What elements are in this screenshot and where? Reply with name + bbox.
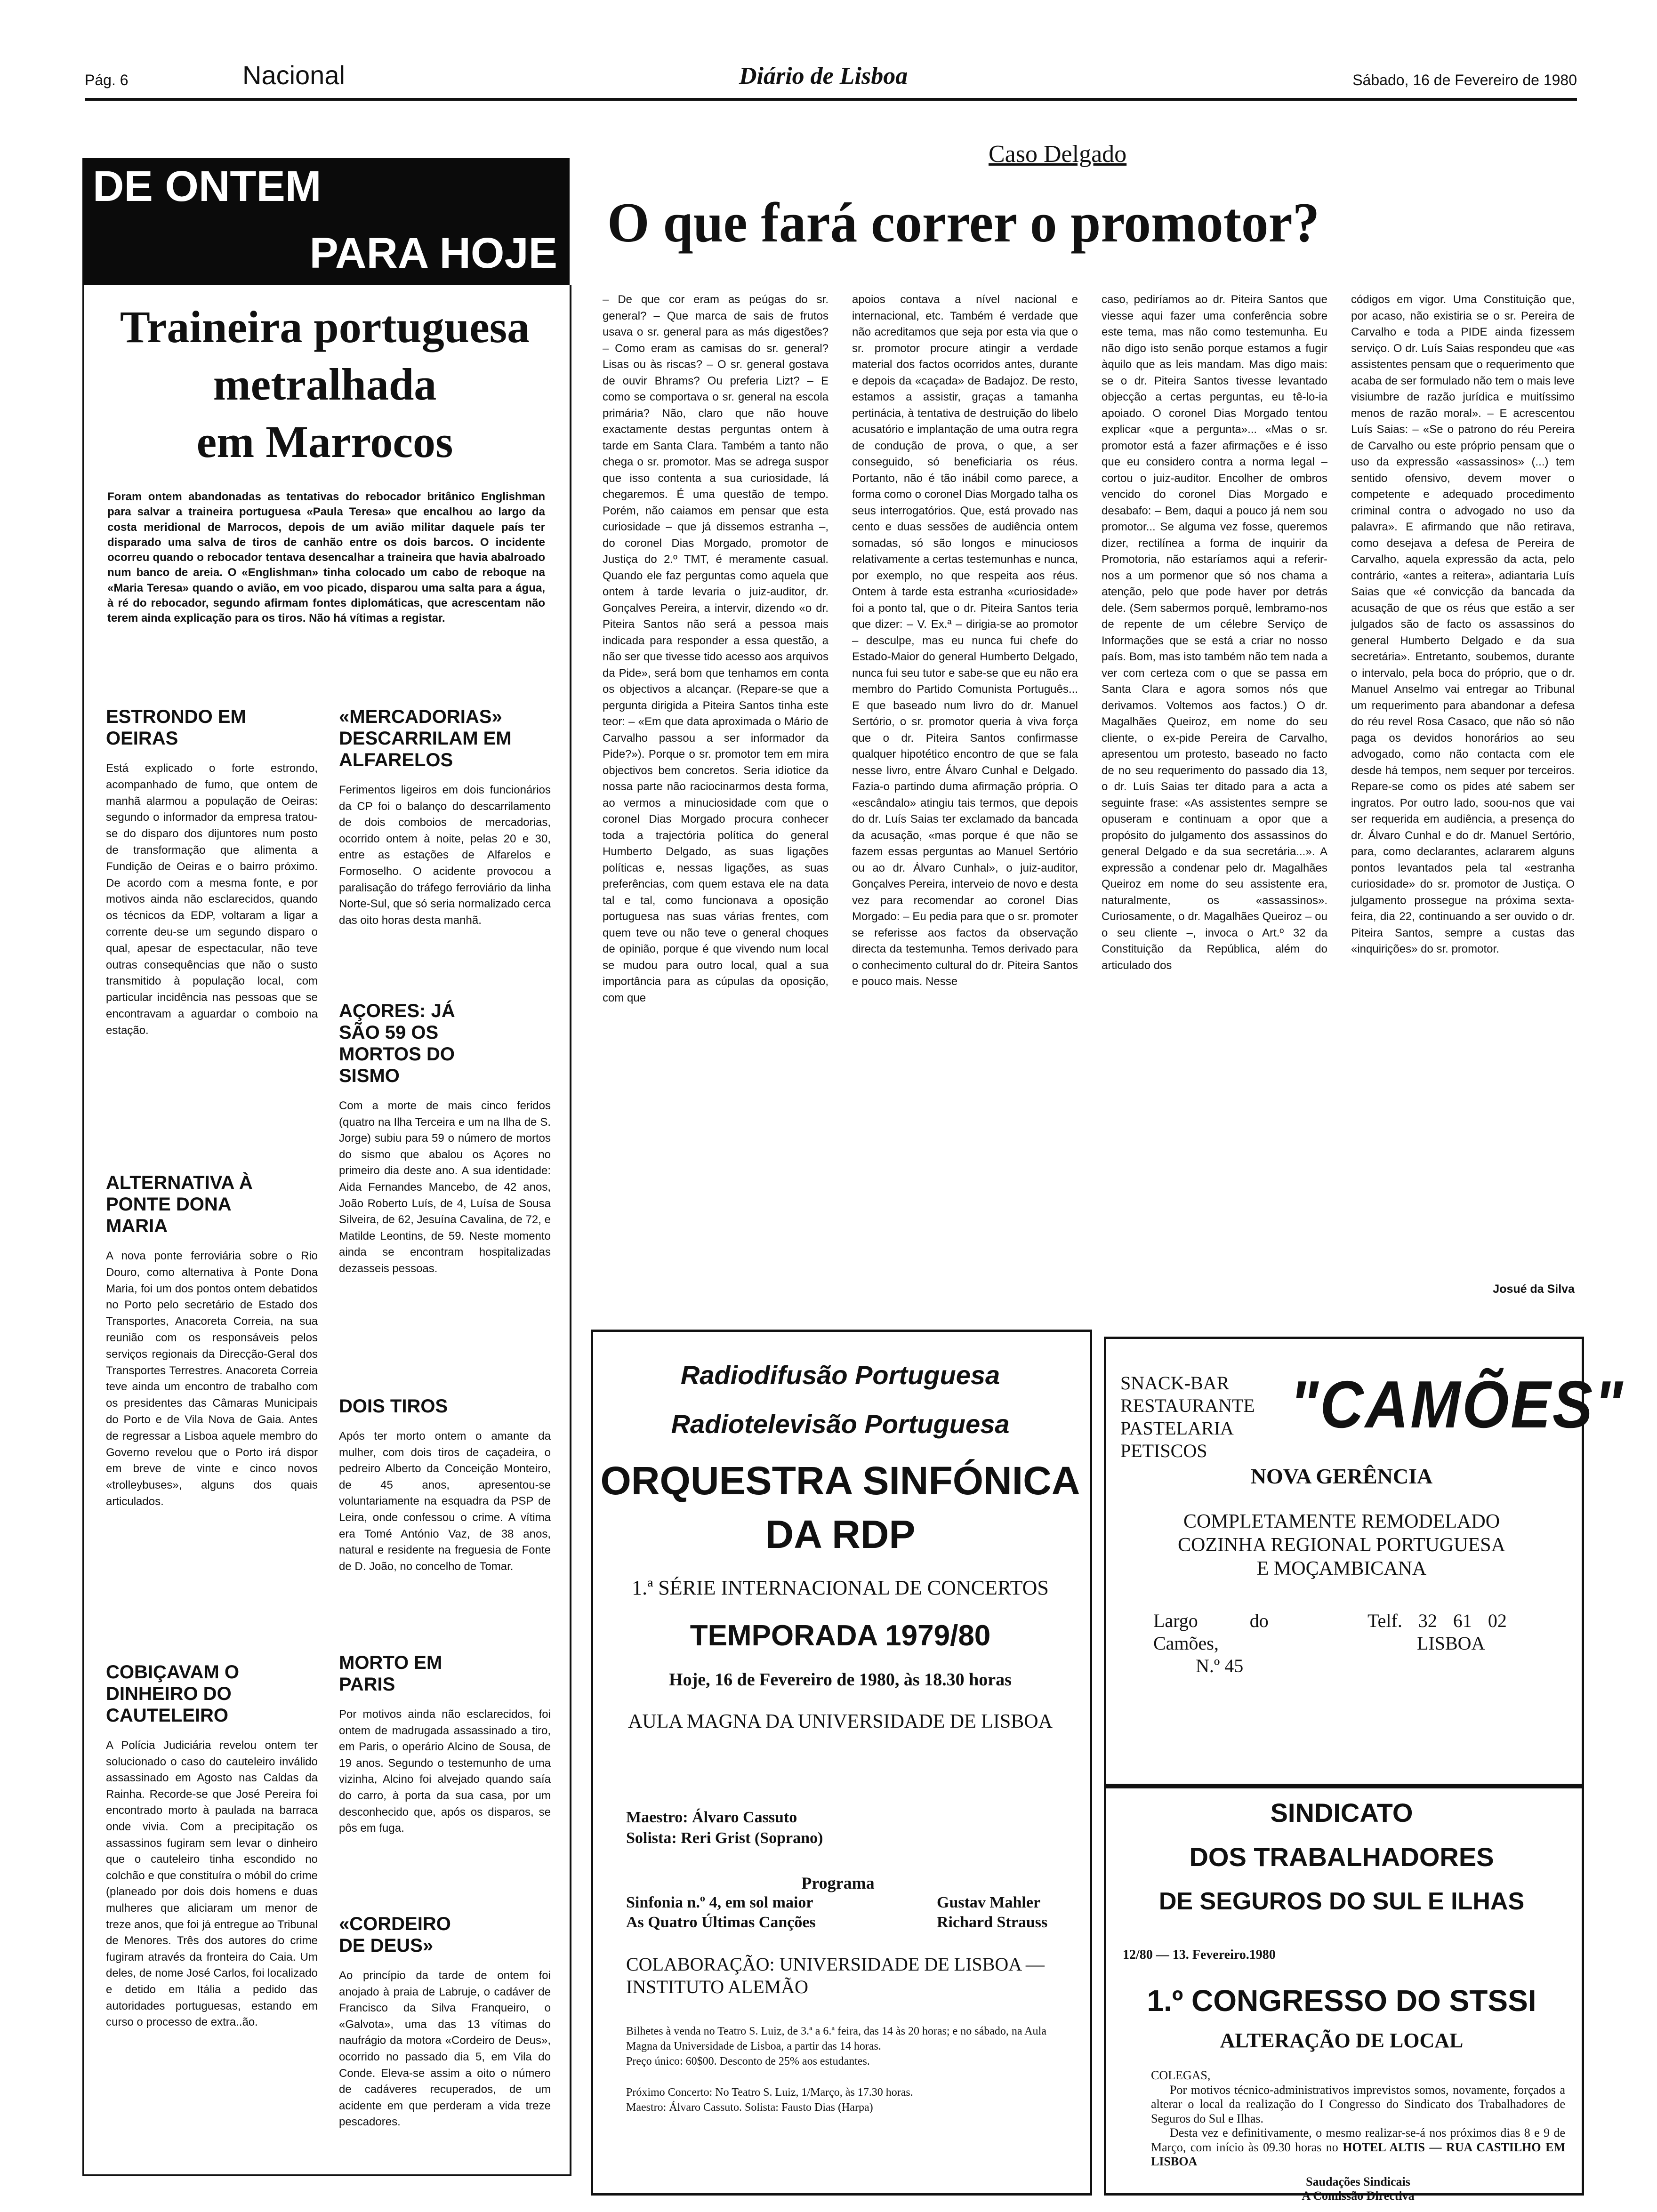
brief-mercadorias: [339, 706, 551, 929]
brief-cordeiro: [339, 1913, 551, 2131]
camoes-type: SNACK-BAR: [1120, 1372, 1230, 1394]
brief-text: Com a morte de mais cinco feridos (quatro na Ilha Terceira e um na Ilha de S. Jorge) subiu para 59 o número de mortos do sismo que abalou os Açores no primeiro dia deste ano. A sua identidade: Aida Fernandes Mancebo, de 42 anos, João Roberto Luís, de 4, Luísa de Sousa Silveira, de 62, Jesuína Cavalina, de 72, e Matilde Leontins, de 59. Neste momento ainda se encontram hospitalizadas dezasseis pessoas.: [339, 1099, 551, 1275]
byline: Josué da Silva: [1493, 1282, 1575, 1296]
camoes-desc-line: E MOÇAMBICANA: [1256, 1558, 1427, 1579]
rdp-work-1: Sinfonia n.º 4, em sol maior: [626, 1894, 813, 1911]
lead-title-2: metralhada: [213, 359, 437, 409]
rdp-org-2: Radiotelevisão Portuguesa: [671, 1409, 1010, 1439]
rdp-next-maestro: Maestro: Álvaro Cassuto. Solista: Fausto Dias (Harpa): [626, 2101, 873, 2114]
page-number: Pág. 6: [85, 72, 129, 88]
lead-title-3: em Marrocos: [196, 417, 453, 467]
brief-headline: «MERCADORIAS» DESCARRILAM EM ALFARELOS: [339, 706, 512, 770]
camoes-address-1: Largo do Camões,: [1153, 1610, 1269, 1654]
lead-title-1: Traineira portuguesa: [120, 302, 530, 352]
union-congress: 1.º CONGRESSO DO STSSI: [1147, 1984, 1536, 2018]
union-salutation: COLEGAS,: [1151, 2068, 1211, 2082]
camoes-type: RESTAURANTE: [1120, 1395, 1255, 1416]
brief-text: A Polícia Judiciária revelou ontem ter solucionado o caso do cauteleiro inválido assassinado em Agosto nas Caldas da Rainha. Recorde-se que José Pereira foi encontrado morto à paulada na barraca onde vivia. Com a precipitação os assassinos fugiram sem levar o dinheiro que o cauteleiro tinha escondido no colchão e que constituíra o móbil do crime (planeado por dois dois homens e duas mulheres que aliciaram um menor de treze anos, que foi já entregue ao Tribunal de Menores. Três dos autores do crime fugiram através da fronteira do Caia. Um deles, de nome José Carlos, foi localizado e detido em Itália a pedido das autoridades portuguesas, estando em curso o processo de extra..ão.: [106, 1739, 318, 2029]
brief-text: Ao princípio da tarde de ontem foi anojado à praia de Labruje, o cadáver de Francisco da Silva Franqueiro, o «Galvota», uma das 13 vítimas do naufrágio da motora «Cordeiro de Deus», ocorrido no passado dia 5, em Vila do Conde. Eleva-se assim a oito o número de cadáveres recuperados, de um acidente em que perderam a vida treze pescadores.: [339, 1969, 551, 2129]
section-name: Nacional: [242, 60, 345, 90]
brief-headline: COBIÇAVAM O DINHEIRO DO CAUTELEIRO: [106, 1662, 239, 1726]
brief-text: Por motivos ainda não esclarecidos, foi ontem de madrugada assassinado a tiro, em Paris, o operário Alcino de Sousa, de 19 anos. Segundo o testemunho de uma vizinha, Alcino foi alvejado quando saía do carro, à porta da sua casa, por um desconhecido que, após os disparos, se pôs em fuga.: [339, 1708, 551, 1835]
rdp-date: Hoje, 16 de Fevereiro de 1980, às 18.30 horas: [669, 1670, 1012, 1690]
lead-headline: [89, 301, 560, 468]
camoes-desc-line: COZINHA REGIONAL PORTUGUESA: [1178, 1534, 1505, 1556]
brief-text: Após ter morto ontem o amante da mulher, com dois tiros de caçadeira, o pedreiro Alberto da Conceição Monteiro, de 45 anos, apresentou-se voluntariamente na esquadra da PSP de Leira, onde confessou o crime. A vítima era Tomé António Vaz, de 38 anos, natural e residente na freguesia de Fonte de D. João, no concelho de Tomar.: [339, 1430, 551, 1573]
union-line-2: DOS TRABALHADORES: [1189, 1842, 1494, 1872]
rdp-venue: AULA MAGNA DA UNIVERSIDADE DE LISBOA: [628, 1711, 1053, 1732]
masthead: [85, 52, 1577, 101]
camoes-address-2: N.º 45: [1196, 1655, 1244, 1676]
rdp-composer-1: Gustav Mahler: [937, 1894, 1041, 1911]
camoes-name: "CAMÕES": [1290, 1367, 1625, 1442]
camoes-description: [1111, 1510, 1572, 1580]
rdp-program-label: Programa: [801, 1874, 875, 1892]
union-sign-1: Saudações Sindicais: [1306, 2174, 1410, 2188]
rdp-next-concert: Próximo Concerto: No Teatro S. Luiz, 1/Março, às 17.30 horas.: [626, 2086, 913, 2099]
union-line-1: SINDICATO: [1270, 1798, 1413, 1827]
union-change: ALTERAÇÃO DE LOCAL: [1220, 2029, 1464, 2052]
rdp-title-1: ORQUESTRA SINFÓNICA: [600, 1459, 1080, 1503]
camoes-tagline: NOVA GERÊNCIA: [1250, 1464, 1433, 1488]
feature-column-4: códigos em vigor. Uma Constituição que, por acaso, não existiria se o sr. Pereira de Carvalho e toda a PIDE ainda fizessem serviço. O dr. Luís Saias respondeu que «as assistentes pensam que o requerimento que acaba de ser formulado não tem o mais leve visiumbre de razão jurídica e muitíssimo menos de razão moral». – E acrescentou Luís Saias: – «Se o patrono do réu Pereira de Carvalho ou este próprio pensam que o uso da expressão «assassinos» (...) tem sentido ofensivo, devem mover o competente e adequado procedimento criminal contra o advogado no uso da palavra». E afirmando que não retirava, como desejava a defesa de Pereira de Carvalho, aquela expressão da acta, pelo contrário, «antes a reitera», adiantaria Luís Saias que «é convicção da bancada da acusação de que os réus que estão a ser julgados são de facto os assassinos do general Humberto Delgado e da sua secretária». Entretanto, soubemos, durante o intervalo, pela boca do próprio, que o dr. Manuel Anselmo vai entregar ao Tribunal um requerimento para abandonar a defesa do réu revel Rosa Casaco, que não só não paga os devidos honorários ao seu advogado, como não contacta com ele desde há tempos, nem sequer por terceiros. Repare-se como os pides até sabem ser ingratos. Por outro lado, soou-nos que vai ser requerida em audiência, a presença do dr. Álvaro Cunhal e do dr. Manuel Sertório, para, como declarantes, aclararem alguns pontos levantados pela tal «estranha curiosidade» do sr. promotor de Justiça. O julgamento prossegue na próxima sexta-feira, dia 22, continuando a ser ouvido o dr. Piteira Santos, sempre a custas das «inquirições» do sr. promotor.: [1351, 293, 1575, 955]
brief-headline: «CORDEIRO DE DEUS»: [339, 1914, 451, 1956]
camoes-address: [1153, 1610, 1351, 1677]
camoes-type: PETISCOS: [1120, 1440, 1207, 1461]
rdp-tickets: [626, 2024, 1064, 2115]
rdp-work-2: As Quatro Últimas Canções: [626, 1914, 816, 1931]
rdp-program: [626, 1893, 1073, 1932]
rdp-price: Preço único: 60$00. Desconto de 25% aos estudantes.: [626, 2055, 870, 2068]
union-venue: HOTEL ALTIS — RUA CASTILHO EM LISBOA: [1151, 2140, 1565, 2168]
rdp-title-2: DA RDP: [765, 1512, 916, 1556]
issue-date: Sábado, 16 de Fevereiro de 1980: [1352, 72, 1577, 88]
rdp-season: TEMPORADA 1979/80: [690, 1619, 991, 1652]
brief-text: A nova ponte ferroviária sobre o Rio Douro, como alternativa à Ponte Dona Maria, foi um dos pontos ontem debatidos no Porto pelo secretário de Estado dos Transportes, Anacoreta Correia, na sua reunião com os responsáveis pelos serviços regionais da Direcção-Geral dos Transportes Terrestres. Anacoreta Correia teve ainda um encontro de trabalho com os presidentes das Câmaras Municipais do Porto e de Vila Nova de Gaia. Antes de regressar a Lisboa aquele membro do Governo revelou que o Porto irá dispor em breve de vinte e cinco novos «trolleybuses», alguns dos quais articulados.: [106, 1250, 318, 1508]
rdp-credits: [626, 1807, 1073, 1849]
union-sign-2: A Comissão Directiva: [1302, 2189, 1415, 2203]
brief-headline: DOIS TIROS: [339, 1396, 448, 1417]
feature-kicker: Caso Delgado: [989, 141, 1127, 168]
camoes-type: PASTELARIA: [1120, 1418, 1234, 1439]
camoes-desc-line: COMPLETAMENTE REMODELADO: [1183, 1511, 1500, 1532]
union-paragraph-2-text: Desta vez e definitivamente, o mesmo realizar-se-á nos próximos dias 8 e 9 de Março, com início às 09.30 horas no: [1151, 2126, 1565, 2154]
camoes-phone: Telf. 32 61 02: [1367, 1610, 1507, 1631]
rdp-series: 1.ª SÉRIE INTERNACIONAL DE CONCERTOS: [632, 1576, 1049, 1599]
newspaper-name: Diário de Lisboa: [739, 63, 908, 89]
rdp-maestro: Maestro: Álvaro Cassuto: [626, 1809, 797, 1826]
rdp-ticket-info: Bilhetes à venda no Teatro S. Luiz, de 3.ª a 6.ª feira, das 14 às 20 horas; e no sábado, na Aula Magna da Universidade de Lisboa, a partir das 14 horas.: [626, 2025, 1046, 2052]
ad-rdp-content: [598, 1360, 1083, 1734]
feature-column-3: caso, pediríamos ao dr. Piteira Santos que viesse aqui fazer uma conferência sobre este tema, mas não como testemunha. Eu não digo isto senão porque estamos a fugir àquilo que as leis mandam. Mas digo mais: se o dr. Piteira Santos tivesse levantado objecção a certas perguntas, eu tê-lo-ia apoiado. O coronel Dias Morgado tentou explicar «que a pergunta»... «Mas o sr. promotor está a fazer afirmações e é isso que eu considero contra a norma legal – cortou o juiz-auditor. Encolher de ombros vencido do coronel Dias Morgado e desabafo: – Bem, daqui a pouco já nem sou promotor... Se alguma vez fosse, queremos dizer, rectilínea a forma de inquirir da Promotoria, não estaríamos aqui a referir-nos a um pormenor que só nos chama a atenção, pelo que pode haver por detrás dele. (Sem sabermos porquê, lembramo-nos de repente de um célebre Serviço de Informações que se está a criar no nosso país. Bom, mas isto também não tem nada a ver com certeza com o que se passa em Santa Clara e agora somos nós que derivamos. Voltemos aos factos.) O dr. Magalhães Queiroz, em nome do seu cliente, o ex-pide Pereira de Carvalho, apresentou um protesto, baseado no facto de no seu requerimento do passado dia 13, o dr. Luís Saias ter ditado para a acta a seguinte frase: «As assistentes sempre se opuseram e continuam a opor que a propósito do julgamento dos assassinos do general Delgado e da sua secretária...». A expressão a condenar pelo dr. Magalhães Queiroz em nome do seu assistente era, naturalmente, os «assassinos». Curiosamente, o dr. Magalhães Queiroz – ou o seu cliente –, invoca o Art.º 32 da Constituição da República, além do articulado dos: [1102, 293, 1327, 972]
brief-estrondo: [106, 706, 318, 1039]
union-paragraph-2: [1151, 2126, 1565, 2169]
brief-headline: MORTO EM PARIS: [339, 1652, 442, 1695]
union-reference: 12/80 — 13. Fevereiro.1980: [1123, 1948, 1276, 1962]
rdp-collaboration: COLABORAÇÃO: UNIVERSIDADE DE LISBOA — INSTITUTO ALEMÃO: [626, 1954, 1045, 1997]
brief-acores: [339, 1000, 551, 1277]
union-letter: [1151, 2068, 1565, 2204]
camoes-city: LISBOA: [1417, 1633, 1485, 1654]
rdp-org-1: Radiodifusão Portuguesa: [680, 1360, 1000, 1390]
rdp-composer-2: Richard Strauss: [937, 1914, 1048, 1931]
banner-line-1: DE ONTEM: [93, 162, 322, 210]
feature-title: O que fará correr o promotor?: [607, 191, 1320, 254]
brief-text: Está explicado o forte estrondo, acompanhado de fumo, que ontem de manhã alarmou a população de Oeiras: segundo o informador da empresa tratou-se do disparo dos dijuntores num posto de transformação que alimenta a Fundição de Oeiras e o bairro próximo. De acordo com a mesma fonte, e por motivos ainda não esclarecidos, quando os técnicos da EDP, voltaram a ligar a corrente deu-se um segundo disparo o qual, apesar de espectacular, não teve outras consequências que não o susto transmitido à população local, com particular incidência nas pessoas que se encontravam a aguardar o comboio na estação.: [106, 762, 318, 1037]
banner: [82, 158, 570, 285]
rdp-soloist: Solista: Reri Grist (Soprano): [626, 1829, 823, 1847]
brief-morto-paris: [339, 1652, 551, 1837]
camoes-contact: [1367, 1610, 1507, 1655]
brief-alternativa: [106, 1172, 318, 1510]
brief-headline: ESTRONDO EM OEIRAS: [106, 706, 246, 749]
union-line-3: DE SEGUROS DO SUL E ILHAS: [1158, 1888, 1525, 1915]
lead-intro: Foram ontem abandonadas as tentativas do rebocador britânico Englishman para salvar a traineira portuguesa «Paula Teresa» que encalhou ao largo da costa meridional de Marrocos, depois de um avião militar daquele país ter disparado uma salva de tiros de canhão entre os dois barcos. O incidente ocorreu quando o rebocador tentava desencalhar a traineira que havia abalroado num banco de areia. O «Englishman» tinha colocado um cabo de reboque na «Maria Teresa» quando o avião, em voo picado, disparou uma salta para a água, à ré do rebocador, segundo afirmam fontes diplomáticas, que acrescentam não terem ainda explicação para os tiros. Não há vítimas a registar.: [107, 490, 545, 625]
feature-column-1: – De que cor eram as peúgas do sr. general? – Que marca de sais de frutos usava o sr. general para as más digestões? – Como eram as camisas do sr. general? Lisas ou às riscas? – O sr. general gostava de ouvir Bhrams? Ou preferia Lizt? – E como se comportava o sr. general na escola primária? Não, claro que não houve exactamente destas perguntas ontem à tarde em Santa Clara. Também a tanto não chega o sr. promotor. Mas se adrega suspor que isso contenta a sua curiosidade, lá chegaremos. É uma questão de tempo. Porém, não caiamos em pensar que esta curiosidade – que já dissemos estranha –, do coronel Dias Morgado, promotor de Justiça do 2.º TMT, é meramente casual. Quando ele faz perguntas como aquela que ontem à tarde levaria o juiz-auditor, dr. Gonçalves Pereira, a intervir, dizendo «o dr. Piteira Santos não será a pessoa mais indicada para responder a essa questão, a não ser que tivesse tido acesso aos arquivos da Pide», será bom que tenhamos em conta os objectivos a alcançar. (Repare-se que a pergunta dirigida a Piteira Santos tinha este teor: – «Em que data aproximada o Mário de Carvalho passou a ser informador da Pide?»). Porque o sr. promotor tem em mira objectivos bem concretos. Seria idiotice da nossa parte não raciocinarmos desta forma, ao vermos a minuciosidade com que o coronel Dias Morgado procura conhecer toda a trajectória política do general Humberto Delgado, as suas ligações políticas e, nessas ligações, as suas preferências, com quem estava ele na data tal e tal, como funcionava a oposição portuguesa nas suas várias frentes, com quem teve ou não teve o general choques de opinião, porque é que vivendo num local se mudou para outro local, qual a sua importância para as cúpulas da oposição, com que: [603, 293, 828, 1004]
union-header: [1111, 1798, 1572, 1916]
union-paragraph-1: Por motivos técnico-administrativos imprevistos somos, novamente, forçados a alterar o local da realização do I Congresso do Sindicato dos Trabalhadores de Seguros do Sul e Ilhas.: [1151, 2083, 1565, 2125]
banner-line-2: PARA HOJE: [309, 229, 557, 277]
brief-cobicavam: [106, 1661, 318, 2031]
feature-column-2: apoios contava a nível nacional e internacional, etc. Também é verdade que não acreditamos que seja por esta via que o sr. promotor procure atingir a verdade material dos factos ocorridos antes, durante e depois da «caçada» de Badajoz. De resto, estamos a assistir, graças a tamanha pertinácia, à tentativa de destruição do libelo acusatório e implantação de uma outra regra de condução de prova, o que, a ser conseguido, só beneficiaria os réus. Portanto, não é tão inábil como parece, a forma como o coronel Dias Morgado talha os seus interrogatórios. Que, está provado nas cento e duas sessões de audiência ontem somadas, só são longos e minuciosos relativamente a certas testemunhas e nunca, por exemplo, no que respeita aos réus. Ontem à tarde esta estranha «curiosidade» foi a ponto tal, que o dr. Piteira Santos teria que dizer: – V. Ex.ª – dirigia-se ao promotor – desculpe, mas eu nunca fui chefe do Estado-Maior do general Humberto Delgado, nunca fui seu tutor e sabe-se que eu não era membro do Partido Comunista Português... E que baseado num livro do dr. Manuel Sertório, o sr. promotor queria à viva força que o dr. Piteira Santos confirmasse qualquer hipotético encontro de que se fala nesse livro, entre Álvaro Cunhal e Delgado. Fazia-o partindo duma afirmação própria. O «escândalo» atingiu tais termos, que depois do dr. Luís Saias ter exclamado da bancada da acusação, «mas porque é que não se fazem essas perguntas ao Manuel Sertório ou ao dr. Álvaro Cunhal», o juiz-auditor, Gonçalves Pereira, interveio de novo e desta vez para recomendar ao coronel Dias Morgado: – Eu pedia para que o sr. promoter se referisse aos factos da observação directa da testemunha. Temos derivado para o conhecimento cultural do dr. Piteira Santos e pouco mais. Nesse: [852, 293, 1078, 988]
brief-headline: ALTERNATIVA À PONTE DONA MARIA: [106, 1172, 253, 1236]
camoes-types: [1120, 1372, 1255, 1462]
brief-headline: AÇORES: JÁ SÃO 59 OS MORTOS DO SISMO: [339, 1001, 455, 1086]
brief-text: Ferimentos ligeiros em dois funcionários da CP foi o balanço do descarrilamento de dois comboios de mercadorias, ocorrido ontem à noite, pelas 20 e 30, entre as estações de Alfarelos e Formoselho. O acidente provocou a paralisação do tráfego ferroviário da linha Norte-Sul, que só seria normalizado cerca das oito horas desta manhã.: [339, 784, 551, 927]
brief-dois-tiros: [339, 1395, 551, 1575]
